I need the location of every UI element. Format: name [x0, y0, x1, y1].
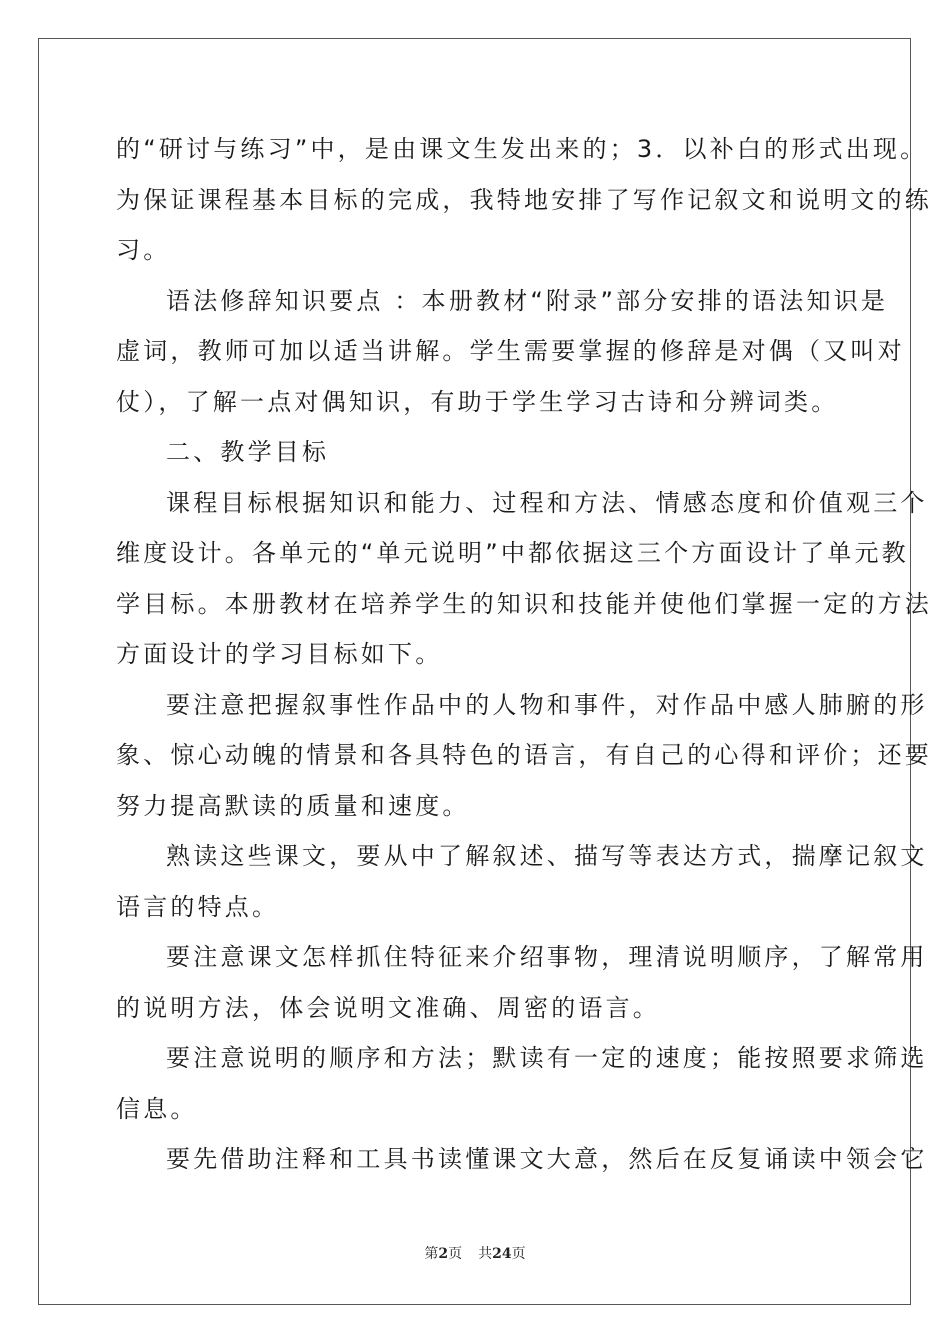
text-line: 维度设计。各单元的“单元说明”中都依据这三个方面设计了单元教: [116, 539, 909, 567]
text-line: 仗），了解一点对偶知识，有助于学生学习古诗和分辨词类。: [116, 387, 839, 416]
text-line: 象、惊心动魄的情景和各具特色的语言，有自己的心得和评价；还要: [116, 741, 932, 769]
page-suffix: 页: [448, 1246, 463, 1262]
page-footer: [0, 1243, 950, 1263]
page-prefix: 第: [424, 1246, 439, 1262]
total-pages: 24: [492, 1246, 512, 1262]
text-line: 努力提高默读的质量和速度。: [116, 791, 470, 820]
text-line: 要注意课文怎样抓住特征来介绍事物，理清说明顺序，了解常用: [166, 943, 928, 971]
section-heading: 二、教学目标: [166, 438, 330, 466]
total-suffix: 页: [511, 1246, 526, 1262]
text-line: 要注意把握叙事性作品中的人物和事件，对作品中感人肺腑的形: [166, 690, 928, 719]
text-line: 信息。: [116, 1094, 198, 1123]
text-line: 学目标。本册教材在培养学生的知识和技能并使他们掌握一定的方法: [116, 589, 932, 618]
total-prefix: 共: [478, 1246, 493, 1262]
document-body: [116, 124, 932, 1185]
text-line: 的说明方法，体会说明文准确、周密的语言。: [116, 993, 660, 1022]
text-line: 为保证课程基本目标的完成，我特地安排了写作记叙文和说明文的练: [116, 185, 932, 214]
text-line: 课程目标根据知识和能力、过程和方法、情感态度和价值观三个: [166, 488, 928, 517]
text-line: 习。: [116, 236, 171, 264]
text-line: 要注意说明的顺序和方法；默读有一定的速度；能按照要求筛选: [166, 1044, 928, 1072]
text-line: 熟读这些课文，要从中了解叙述、描写等表达方式，揣摩记叙文: [166, 842, 928, 870]
text-line: 方面设计的学习目标如下。: [116, 640, 443, 668]
text-line: 语言的特点。: [116, 892, 280, 921]
page-number: 2: [438, 1246, 449, 1262]
text-line: 虚词，教师可加以适当讲解。学生需要掌握的修辞是对偶（又叫对: [116, 337, 905, 365]
text-line: 的“研讨与练习”中，是由课文生发出来的；3．以补白的形式出现。: [116, 135, 928, 163]
text-line: 语法修辞知识要点 ：本册教材“附录”部分安排的语法知识是: [166, 286, 889, 315]
text-line: 要先借助注释和工具书读懂课文大意，然后在反复诵读中领会它: [166, 1145, 928, 1173]
